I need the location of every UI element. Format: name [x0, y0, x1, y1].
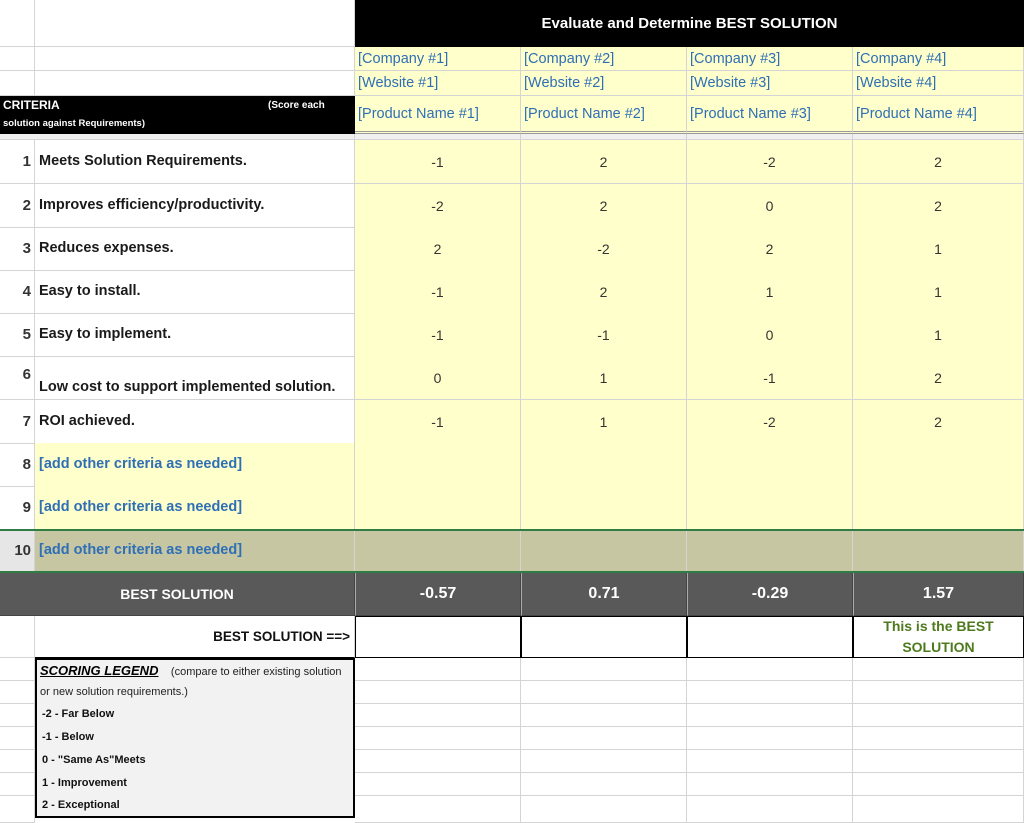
company-name: [Company #2] — [524, 50, 615, 67]
score-value: -1 — [597, 326, 610, 343]
score-cell[interactable] — [853, 140, 1024, 184]
score-cell[interactable] — [687, 227, 853, 271]
company-name-cell[interactable] — [687, 47, 853, 71]
criteria-number-cell[interactable] — [0, 184, 35, 228]
score-cell[interactable] — [687, 529, 853, 573]
company-name: [Company #1] — [358, 50, 449, 67]
criteria-label: Easy to implement. — [39, 326, 172, 342]
average-score-cell[interactable] — [521, 573, 687, 616]
blank-cell[interactable] — [0, 704, 35, 727]
criteria-number: 1 — [22, 153, 31, 170]
legend-title: SCORING LEGEND — [40, 663, 159, 678]
criteria-number: 10 — [14, 542, 31, 559]
evaluation-title[interactable] — [355, 0, 1024, 47]
score-cell[interactable] — [853, 227, 1024, 271]
blank-cell[interactable] — [687, 704, 853, 727]
criteria-label-cell[interactable] — [35, 529, 355, 573]
blank-cell[interactable] — [521, 704, 687, 727]
product-name-cell[interactable] — [355, 96, 521, 134]
blank-cell[interactable] — [853, 681, 1024, 704]
blank-cell[interactable] — [0, 773, 35, 796]
blank-cell[interactable] — [0, 658, 35, 681]
product-name: [Product Name #1] — [358, 105, 479, 122]
criteria-label: ROI achieved. — [39, 413, 135, 429]
score-value: 1 — [599, 369, 608, 386]
criteria-number-cell[interactable] — [0, 356, 35, 400]
legend-item: 1 - Improvement — [42, 777, 127, 789]
average-score: -0.57 — [419, 585, 457, 602]
score-cell[interactable] — [521, 140, 687, 184]
product-name-cell[interactable] — [853, 96, 1024, 134]
blank-cell[interactable] — [0, 750, 35, 773]
criteria-label-cell[interactable] — [35, 227, 355, 271]
score-value: 2 — [599, 283, 608, 300]
score-value: -1 — [763, 369, 776, 386]
score-value: 2 — [599, 197, 608, 214]
company-name: [Company #3] — [690, 50, 781, 67]
blank-cell[interactable] — [687, 658, 853, 681]
legend-note-a: (compare to either existing solution — [170, 666, 342, 678]
score-value: 0 — [433, 369, 442, 386]
cell-a-pointer[interactable] — [0, 616, 35, 658]
criteria-label-cell[interactable] — [35, 270, 355, 314]
score-cell[interactable] — [355, 227, 521, 271]
criteria-number: 5 — [22, 326, 31, 343]
criteria-number-cell[interactable] — [0, 140, 35, 184]
score-value: 2 — [934, 153, 942, 170]
score-value: 1 — [765, 283, 774, 300]
legend-item: 2 - Exceptional — [42, 799, 120, 811]
score-cell[interactable] — [521, 184, 687, 228]
cell-b-row3[interactable] — [35, 71, 355, 96]
score-value: 2 — [934, 413, 942, 430]
blank-cell[interactable] — [355, 681, 521, 704]
criteria-header[interactable] — [0, 96, 355, 134]
blank-cell[interactable] — [853, 658, 1024, 681]
criteria-number: 4 — [22, 283, 31, 300]
criteria-number-cell[interactable] — [0, 313, 35, 357]
winner-cell[interactable] — [521, 616, 687, 658]
blank-cell[interactable] — [355, 658, 521, 681]
score-cell[interactable] — [853, 313, 1024, 357]
criteria-number-cell[interactable] — [0, 270, 35, 314]
score-cell[interactable] — [355, 400, 521, 444]
score-cell[interactable] — [687, 313, 853, 357]
criteria-label-cell[interactable] — [35, 443, 355, 487]
company-website: [Website #3] — [690, 75, 771, 91]
score-cell[interactable] — [687, 443, 853, 487]
criteria-label: [add other criteria as needed] — [39, 499, 243, 515]
blank-cell[interactable] — [355, 727, 521, 750]
best-solution-pointer: BEST SOLUTION ==> — [213, 629, 350, 644]
score-value: 0 — [765, 326, 774, 343]
score-value: -2 — [431, 197, 444, 214]
cell-a-header[interactable] — [0, 0, 35, 47]
pointer-cell[interactable] — [35, 616, 355, 658]
blank-cell[interactable] — [0, 796, 35, 823]
score-cell[interactable] — [521, 313, 687, 357]
criteria-label: Meets Solution Requirements. — [39, 153, 247, 169]
score-value: 2 — [934, 197, 942, 214]
blank-cell[interactable] — [521, 727, 687, 750]
evaluation-title-text: Evaluate and Determine BEST SOLUTION — [541, 15, 838, 32]
criteria-label-cell[interactable] — [35, 486, 355, 530]
blank-cell[interactable] — [521, 681, 687, 704]
blank-cell[interactable] — [687, 681, 853, 704]
score-cell[interactable] — [687, 486, 853, 530]
score-cell[interactable] — [521, 356, 687, 400]
criteria-label: [add other criteria as needed] — [39, 456, 243, 472]
score-cell[interactable] — [853, 356, 1024, 400]
score-value: 1 — [599, 413, 608, 430]
average-score: -0.29 — [751, 585, 789, 602]
company-website-cell[interactable] — [355, 71, 521, 96]
blank-cell[interactable] — [521, 796, 687, 823]
criteria-number: 9 — [22, 499, 31, 516]
score-value: 0 — [765, 197, 774, 214]
score-cell[interactable] — [853, 400, 1024, 444]
score-cell[interactable] — [355, 356, 521, 400]
criteria-number-cell[interactable] — [0, 529, 35, 573]
score-value: 2 — [934, 369, 942, 386]
score-value: -1 — [431, 413, 444, 430]
legend-item: 0 - "Same As"Meets — [42, 754, 146, 766]
score-note-b: solution against Requirements) — [3, 118, 145, 129]
blank-cell[interactable] — [853, 773, 1024, 796]
blank-cell[interactable] — [853, 750, 1024, 773]
criteria-number-cell[interactable] — [0, 227, 35, 271]
score-cell[interactable] — [687, 356, 853, 400]
criteria-number: 3 — [22, 240, 31, 257]
score-note-a: (Score each — [268, 100, 325, 111]
criteria-label-cell[interactable] — [35, 400, 355, 444]
company-website-cell[interactable] — [687, 71, 853, 96]
best-solution-label: BEST SOLUTION — [120, 586, 234, 602]
criteria-label-cell[interactable] — [35, 356, 355, 400]
blank-cell[interactable] — [355, 750, 521, 773]
score-cell[interactable] — [687, 140, 853, 184]
average-score: 0.71 — [588, 585, 620, 602]
blank-cell[interactable] — [355, 773, 521, 796]
score-value: 2 — [765, 240, 774, 257]
company-website: [Website #2] — [524, 75, 605, 91]
product-name-cell[interactable] — [521, 96, 687, 134]
blank-cell[interactable] — [355, 796, 521, 823]
score-cell[interactable] — [687, 270, 853, 314]
score-cell[interactable] — [521, 486, 687, 530]
legend-note-b: or new solution requirements.) — [40, 686, 188, 698]
blank-cell[interactable] — [687, 796, 853, 823]
scoring-legend[interactable] — [35, 658, 355, 818]
score-cell[interactable] — [521, 529, 687, 573]
score-cell[interactable] — [355, 486, 521, 530]
score-value: 2 — [599, 153, 608, 170]
cell-b-header[interactable] — [35, 0, 355, 47]
product-name-cell[interactable] — [687, 96, 853, 134]
score-cell[interactable] — [521, 443, 687, 487]
score-cell[interactable] — [355, 140, 521, 184]
company-name-cell[interactable] — [853, 47, 1024, 71]
blank-cell[interactable] — [0, 681, 35, 704]
cell-b-row2[interactable] — [35, 47, 355, 71]
criteria-number: 2 — [22, 197, 31, 214]
criteria-number-cell[interactable] — [0, 486, 35, 530]
score-value: -2 — [763, 153, 776, 170]
company-name-cell[interactable] — [521, 47, 687, 71]
score-value: -2 — [597, 240, 610, 257]
criteria-number: 7 — [22, 413, 31, 430]
criteria-label: CRITERIA — [3, 98, 60, 112]
product-name: [Product Name #4] — [856, 105, 977, 122]
criteria-label: [add other criteria as needed] — [39, 542, 243, 558]
score-cell[interactable] — [521, 400, 687, 444]
blank-cell[interactable] — [0, 727, 35, 750]
blank-cell[interactable] — [687, 773, 853, 796]
winner-cell[interactable] — [355, 616, 521, 658]
score-value: 1 — [934, 326, 942, 343]
score-value: 1 — [934, 283, 942, 300]
product-name: [Product Name #3] — [690, 105, 811, 122]
score-value: 2 — [433, 240, 442, 257]
score-cell[interactable] — [355, 270, 521, 314]
score-cell[interactable] — [355, 184, 521, 228]
score-cell[interactable] — [355, 313, 521, 357]
criteria-number-cell[interactable] — [0, 400, 35, 444]
score-cell[interactable] — [521, 270, 687, 314]
legend-title-line — [40, 662, 342, 680]
score-cell[interactable] — [853, 443, 1024, 487]
average-score-cell[interactable] — [853, 573, 1024, 616]
score-cell[interactable] — [853, 486, 1024, 530]
criteria-label-cell[interactable] — [35, 184, 355, 228]
score-value: -1 — [431, 283, 444, 300]
criteria-number: 6 — [22, 366, 31, 383]
cell-a-row2[interactable] — [0, 47, 35, 71]
company-website: [Website #4] — [856, 75, 937, 91]
legend-item: -2 - Far Below — [42, 708, 115, 720]
criteria-label: Low cost to support implemented solution. — [39, 379, 336, 395]
average-score: 1.57 — [922, 585, 955, 602]
winner-cell[interactable] — [687, 616, 853, 658]
criteria-number-cell[interactable] — [0, 443, 35, 487]
score-value: -1 — [431, 326, 444, 343]
blank-cell[interactable] — [521, 658, 687, 681]
blank-cell[interactable] — [521, 750, 687, 773]
criteria-label: Improves efficiency/productivity. — [39, 197, 265, 213]
blank-cell[interactable] — [687, 727, 853, 750]
criteria-label-cell[interactable] — [35, 313, 355, 357]
company-website-cell[interactable] — [521, 71, 687, 96]
criteria-label: Easy to install. — [39, 283, 141, 299]
winner-cell[interactable] — [853, 616, 1024, 658]
company-name-cell[interactable] — [355, 47, 521, 71]
criteria-label: Reduces expenses. — [39, 240, 174, 256]
score-cell[interactable] — [853, 529, 1024, 573]
blank-cell[interactable] — [687, 750, 853, 773]
score-cell[interactable] — [687, 400, 853, 444]
cell-a-row3[interactable] — [0, 71, 35, 96]
blank-cell[interactable] — [355, 704, 521, 727]
company-name: [Company #4] — [856, 50, 947, 67]
average-score-cell[interactable] — [355, 573, 521, 616]
score-cell[interactable] — [853, 184, 1024, 228]
criteria-number: 8 — [22, 456, 31, 473]
average-score-cell[interactable] — [687, 573, 853, 616]
score-cell[interactable] — [355, 443, 521, 487]
product-name: [Product Name #2] — [524, 105, 645, 122]
winner-text: SOLUTION — [902, 639, 975, 655]
score-cell[interactable] — [853, 270, 1024, 314]
legend-item: -1 - Below — [42, 731, 94, 743]
score-value: -2 — [763, 413, 776, 430]
company-website-cell[interactable] — [853, 71, 1024, 96]
blank-cell[interactable] — [853, 727, 1024, 750]
blank-cell[interactable] — [853, 704, 1024, 727]
score-value: 1 — [934, 240, 942, 257]
winner-text: This is the BEST — [883, 618, 994, 634]
best-solution-label-cell[interactable] — [0, 573, 355, 616]
score-cell[interactable] — [687, 184, 853, 228]
company-website: [Website #1] — [358, 75, 439, 91]
blank-cell[interactable] — [853, 796, 1024, 823]
blank-cell[interactable] — [521, 773, 687, 796]
score-cell[interactable] — [521, 227, 687, 271]
score-cell[interactable] — [355, 529, 521, 573]
criteria-label-cell[interactable] — [35, 140, 355, 184]
score-value: -1 — [431, 153, 444, 170]
